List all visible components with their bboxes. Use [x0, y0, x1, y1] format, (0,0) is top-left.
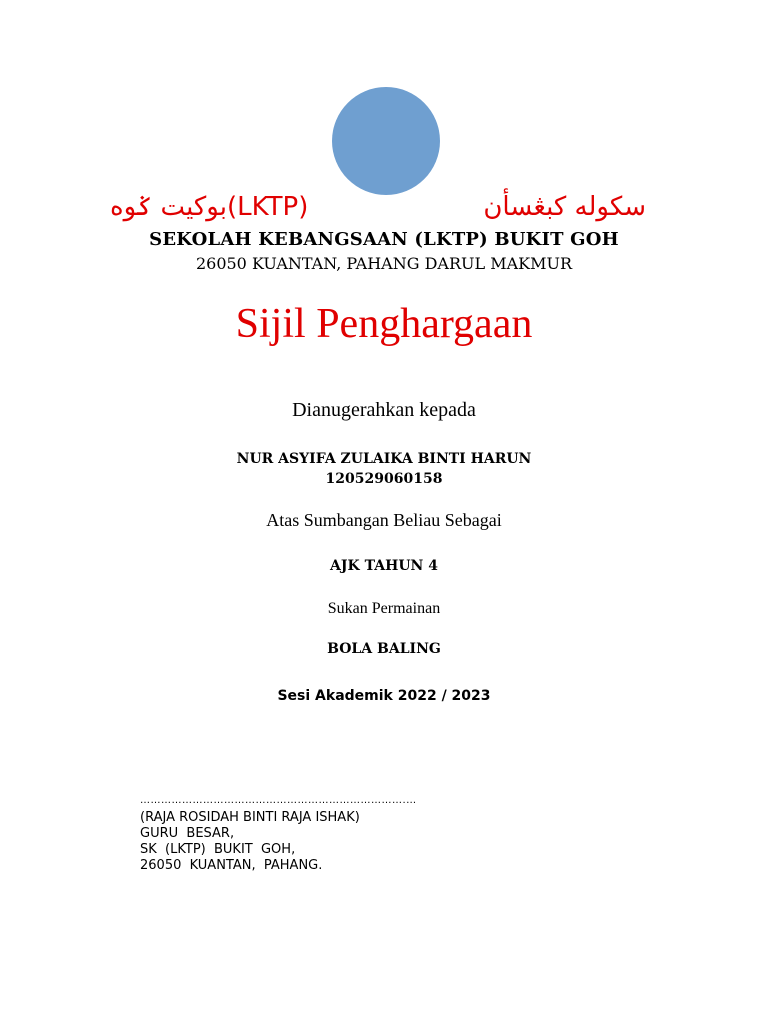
recipient-name: NUR ASYIFA ZULAIKA BINTI HARUN — [236, 451, 532, 467]
signature-line: ………………………………………………………………….… — [140, 795, 417, 806]
role-text: AJK TAHUN 4 — [330, 558, 438, 574]
contribution-label: Atas Sumbangan Beliau Sebagai — [266, 510, 502, 530]
session-text: Sesi Akademik 2022 / 2023 — [277, 688, 491, 704]
certificate-title: Sijil Penghargaan — [235, 301, 533, 347]
recipient-ic-number: 120529060158 — [325, 471, 443, 487]
jawi-school-name-left: (LKTP)بوکيت ݢوه — [110, 192, 309, 222]
signatory-name: (RAJA ROSIDAH BINTI RAJA ISHAK) — [140, 810, 360, 825]
signatory-address: 26050 KUANTAN, PAHANG. — [140, 858, 323, 873]
school-name: SEKOLAH KEBANGSAAN (LKTP) BUKIT GOH — [149, 229, 619, 250]
signatory-school: SK (LKTP) BUKIT GOH, — [140, 842, 296, 857]
awarded-to-label: Dianugerahkan kepada — [292, 399, 476, 421]
school-logo — [332, 87, 440, 195]
jawi-school-name-right: سکوله کبڠسأن — [483, 192, 646, 222]
signatory-position: GURU BESAR, — [140, 826, 235, 841]
category-text: Sukan Permainan — [327, 600, 441, 617]
jawi-school-heading — [0, 192, 768, 232]
signature-block — [140, 794, 417, 874]
event-text: BOLA BALING — [327, 641, 441, 657]
school-address: 26050 KUANTAN, PAHANG DARUL MAKMUR — [195, 254, 573, 273]
